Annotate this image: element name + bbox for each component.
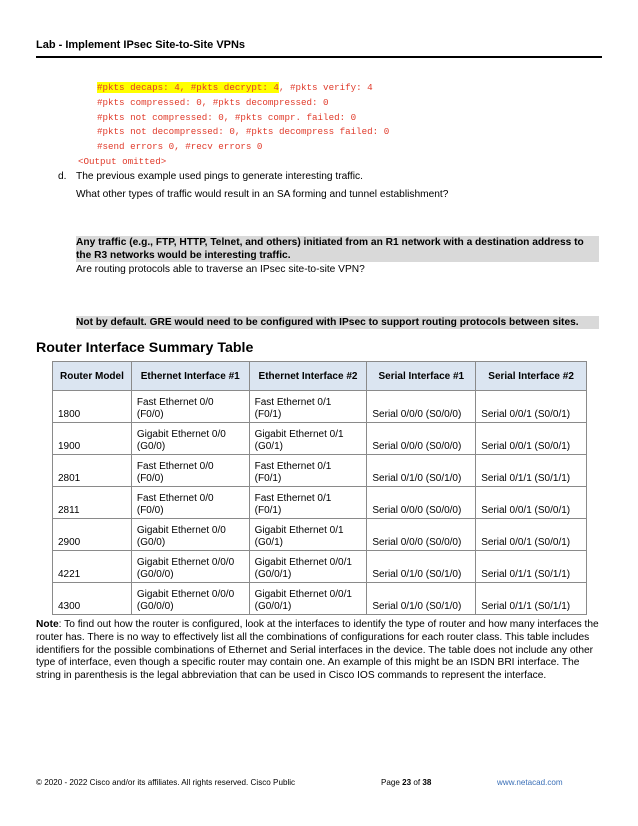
table-cell — [53, 583, 132, 615]
footer-page-number — [381, 778, 431, 787]
cell-text: (G0/0/1) — [254, 568, 292, 580]
cell-text: (G0/1) — [254, 536, 283, 548]
table-cell — [249, 391, 367, 423]
cell-text: Serial 0/1/0 (S0/1/0) — [372, 568, 462, 580]
cell-text: 4300 — [58, 600, 81, 612]
note-label: Note — [36, 619, 59, 630]
table-cell — [249, 487, 367, 519]
page-prefix: Page — [381, 778, 403, 787]
cell-text: 2900 — [58, 536, 81, 548]
cell-text: Gigabit Ethernet 0/0/0 — [136, 589, 235, 600]
table-cell — [249, 551, 367, 583]
cell-text: Serial 0/0/1 (S0/0/1) — [481, 504, 571, 516]
table-cell — [476, 583, 587, 615]
table-row — [53, 423, 587, 455]
cell-text: Gigabit Ethernet 0/1 — [254, 429, 344, 440]
code-line: #pkts not decompressed: 0, #pkts decompress failed: 0 — [97, 126, 390, 138]
cell-text: (G0/1) — [254, 440, 283, 452]
table-cell — [476, 391, 587, 423]
code-line: #pkts not compressed: 0, #pkts compr. failed: 0 — [97, 111, 357, 123]
cell-text: 1800 — [58, 408, 81, 420]
note-paragraph — [36, 619, 602, 683]
cell-text: Fast Ethernet 0/0 — [136, 461, 214, 472]
code-line — [78, 81, 389, 96]
table-cell — [367, 391, 476, 423]
table-cell — [367, 455, 476, 487]
cell-text: (G0/0) — [136, 440, 166, 452]
cell-text: Serial 0/1/0 (S0/1/0) — [372, 472, 462, 484]
cell-text: Fast Ethernet 0/1 — [254, 397, 332, 408]
cell-text: Fast Ethernet 0/0 — [136, 493, 214, 504]
step-letter: d. — [58, 171, 67, 182]
table-cell — [367, 583, 476, 615]
answer-2: Not by default. GRE would need to be configured with IPsec to support routing protocols between sites. — [76, 316, 599, 329]
cell-text: 2801 — [58, 472, 81, 484]
cell-text: (F0/1) — [254, 408, 282, 420]
question-2: Are routing protocols able to traverse an IPsec site-to-site VPN? — [76, 264, 365, 275]
cell-text: Serial 0/0/0 (S0/0/0) — [372, 536, 462, 548]
table-cell — [476, 519, 587, 551]
table-cell — [131, 423, 249, 455]
table-cell — [131, 487, 249, 519]
answer-1: Any traffic (e.g., FTP, HTTP, Telnet, and others) initiated from an R1 network with a destination address to the R3 networks would be interesting traffic. — [76, 236, 599, 262]
table-cell — [367, 519, 476, 551]
table-cell — [131, 455, 249, 487]
code-line: #pkts compressed: 0, #pkts decompressed: 0 — [97, 96, 329, 108]
cell-text: Gigabit Ethernet 0/0 — [136, 525, 226, 536]
table-cell — [131, 583, 249, 615]
cell-text: Serial 0/1/0 (S0/1/0) — [372, 600, 462, 612]
cell-text: (G0/0/0) — [136, 600, 174, 612]
cell-text: 2811 — [58, 504, 80, 516]
page-of: of — [411, 778, 423, 787]
cell-text: Gigabit Ethernet 0/0/1 — [254, 557, 352, 568]
column-header: Ethernet Interface #2 — [249, 362, 367, 391]
footer-copyright: © 2020 - 2022 Cisco and/or its affiliates. All rights reserved. Cisco Public — [36, 778, 296, 787]
code-line-output-omitted: <Output omitted> — [78, 155, 167, 167]
highlighted-code: #pkts decaps: 4, #pkts decrypt: 4 — [97, 82, 279, 93]
table-cell — [476, 487, 587, 519]
cell-text: Serial 0/0/0 (S0/0/0) — [372, 408, 462, 420]
table-cell — [249, 423, 367, 455]
cell-text: Serial 0/0/0 (S0/0/0) — [372, 440, 462, 452]
cell-text: Fast Ethernet 0/1 — [254, 493, 332, 504]
cell-text: 4221 — [58, 568, 81, 580]
cell-text: Serial 0/0/0 (S0/0/0) — [372, 504, 462, 516]
table-cell — [53, 487, 132, 519]
table-row — [53, 519, 587, 551]
cell-text: Gigabit Ethernet 0/0/1 — [254, 589, 352, 600]
cell-text: Fast Ethernet 0/1 — [254, 461, 332, 472]
cell-text: (G0/0) — [136, 536, 166, 548]
table-cell — [131, 519, 249, 551]
table-cell — [131, 551, 249, 583]
cell-text: Gigabit Ethernet 0/0/0 — [136, 557, 235, 568]
table-cell — [476, 551, 587, 583]
question-1: What other types of traffic would result in an SA forming and tunnel establishment? — [76, 189, 449, 200]
cell-text: (F0/0) — [136, 504, 164, 516]
step-text: The previous example used pings to generate interesting traffic. — [76, 171, 363, 182]
column-header: Router Model — [53, 362, 132, 391]
cell-text: (F0/0) — [136, 472, 164, 484]
cell-text: (F0/1) — [254, 472, 282, 484]
code-text: , #pkts verify: 4 — [278, 82, 373, 93]
note-text: : To find out how the router is configured, look at the interfaces to identify the type of router and how many interfaces the router has. There is no way to effectively list all the combinations of configurations for each router class. This table includes identifiers for the possible combinations of Ethernet and Serial interfaces in the device. The table does not include any other type of interface, even though a specific router may contain one. An example of this might be an ISDN BRI interface. The string in parenthesis is the legal abbreviation that can be used in Cisco IOS commands to represent the interface. — [36, 619, 599, 682]
column-header: Serial Interface #1 — [367, 362, 476, 391]
table-row — [53, 551, 587, 583]
table-cell — [476, 423, 587, 455]
table-cell — [249, 583, 367, 615]
router-interface-table — [52, 361, 587, 615]
table-cell — [367, 423, 476, 455]
cell-text: (F0/1) — [254, 504, 282, 516]
step-d — [58, 171, 363, 182]
table-cell — [53, 391, 132, 423]
code-line: #send errors 0, #recv errors 0 — [97, 141, 263, 153]
page-header-title: Lab - Implement IPsec Site-to-Site VPNs — [36, 39, 246, 51]
cell-text: Serial 0/0/1 (S0/0/1) — [481, 408, 571, 420]
cell-text: (F0/0) — [136, 408, 164, 420]
cell-text: Serial 0/1/1 (S0/1/1) — [481, 472, 571, 484]
cell-text: (G0/0/0) — [136, 568, 174, 580]
cell-text: Serial 0/1/1 (S0/1/1) — [481, 568, 571, 580]
table-row — [53, 455, 587, 487]
column-header: Ethernet Interface #1 — [131, 362, 249, 391]
cell-text: Gigabit Ethernet 0/1 — [254, 525, 344, 536]
section-title: Router Interface Summary Table — [36, 340, 254, 356]
table-row — [53, 487, 587, 519]
header-divider — [36, 56, 602, 58]
table-cell — [367, 551, 476, 583]
table-cell — [476, 455, 587, 487]
table-cell — [131, 391, 249, 423]
cell-text: Gigabit Ethernet 0/0 — [136, 429, 226, 440]
cell-text: Serial 0/0/1 (S0/0/1) — [481, 440, 571, 452]
cell-text: Serial 0/0/1 (S0/0/1) — [481, 536, 571, 548]
table-cell — [53, 551, 132, 583]
table-row — [53, 583, 587, 615]
cell-text: 1900 — [58, 440, 81, 452]
cell-text: Fast Ethernet 0/0 — [136, 397, 214, 408]
cell-text: (G0/0/1) — [254, 600, 292, 612]
column-header: Serial Interface #2 — [476, 362, 587, 391]
footer-link[interactable]: www.netacad.com — [497, 778, 563, 787]
table-header-row — [53, 362, 587, 391]
page-current: 23 — [402, 778, 412, 787]
table-cell — [249, 519, 367, 551]
code-output-block — [78, 81, 389, 170]
table-cell — [53, 423, 132, 455]
table-row — [53, 391, 587, 423]
table-cell — [249, 455, 367, 487]
table-cell — [53, 519, 132, 551]
page-total: 38 — [422, 778, 432, 787]
table-cell — [53, 455, 132, 487]
cell-text: Serial 0/1/1 (S0/1/1) — [481, 600, 571, 612]
table-cell — [367, 487, 476, 519]
